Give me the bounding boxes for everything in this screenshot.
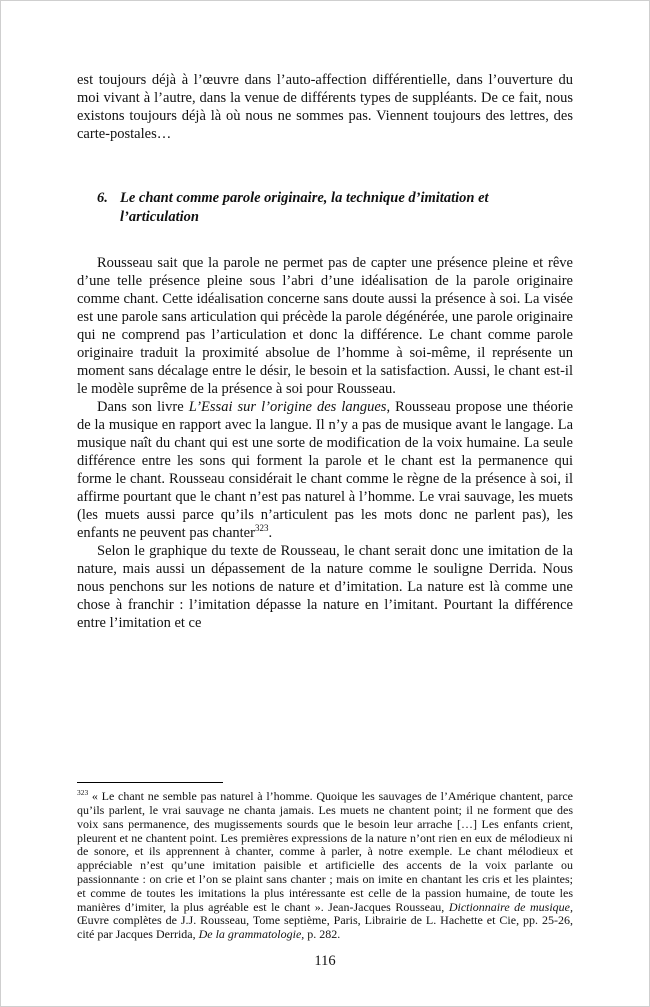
text-run: L’Essai sur l’origine des langues	[188, 399, 387, 415]
footnote-area	[77, 782, 573, 942]
text-run: .	[268, 525, 273, 541]
text-run: Dans son livre	[97, 399, 189, 415]
text-run: Rousseau sait que la parole ne permet pas de capter une présence pleine et rêve d’une telle présence pleine sous l’abri d’une idéalisation de la parole originaire comme chant. Cette idéalisation concerne sans doute aussi la présence à soi. La visée est une parole sans articulation qui précède la parole dégénérée, une parole originaire qui ne comprend pas l’articulation et donc la différence. Le chant comme parole originaire traduit la proximité absolue de l’homme à soi-même, il représente un moment sans décalage entre le désir, le besoin et la satisfaction. Aussi, le chant est-il le modèle suprême de la présence à soi pour Rousseau.	[77, 255, 573, 397]
page-number: 116	[314, 953, 336, 969]
text-run: Selon le graphique du texte de Rousseau, le chant serait donc une imitation de la nature, mais aussi un dépassement de la nature comme le souligne Derrida. Nous nous penchons sur les notions de nature et d’imitation. La nature est là comme une chose à franchir : l’imitation dépasse la nature en l’imitant. Pourtant la différence entre l’imitation et ce	[77, 543, 573, 631]
text-run: Œuvre complètes de J.J. Rousseau, Tome septième, Paris, Librairie de L. Hachette et Cie, pp. 25-26, cité par Jacques Derrida,	[77, 913, 573, 942]
text-run: est toujours déjà à l’œuvre dans l’auto-affection différentielle, dans l’ouverture du moi vivant à l’autre, dans la venue de différents types de suppléants. De ce fait, nous existons toujours déjà là où nous ne sommes pas. Viennent toujours des lettres, des carte-postales…	[77, 72, 573, 142]
section-title: Le chant comme parole originaire, la technique d’imitation et l’articulation	[120, 190, 489, 225]
text-run: De la grammatologie,	[198, 927, 305, 942]
intro-paragraph	[77, 71, 573, 143]
text-run: p. 282.	[304, 927, 341, 942]
text-run: Dictionnaire de musique,	[448, 899, 573, 914]
section-heading	[97, 189, 573, 227]
text-run: « Le chant ne semble pas naturel à l’homme. Quoique les sauvages de l’Amérique chantent, parce qu’ils parlent, le vrai sauvage ne chanta jamais. Les muets ne chantent point; il ne forment que des voix sans permanence, des mugissements sourds que le besoin leur arrache […] Les enfants crient, pleurent et ne chantent point. Les premières expressions de la nature n’ont rien en eux de mélodieux ni de sonore, et ils apprennent à chanter, comme à parler, à notre exemple. Le chant mélodieux et appréciable n’est qu’une imitation paisible et artificielle des accents de la voix parlante ou passionnante : on crie et l’on se plaint sans chanter ; mais on imite en chantant les cris et les plaintes; et comme de toutes les imitations la plus intéressante est celle de la passion humaine, de toute les manières d’imiter, la plus agréable est le chant ». Jean-Jacques Rousseau,	[77, 789, 573, 914]
body-paragraph	[77, 254, 573, 398]
section-number: 6.	[97, 190, 108, 206]
text-run: , Rousseau propose une théorie de la musique en rapport avec la langue. Il n’y a pas de musique avant le langage. La musique naît du chant qui est une sorte de modification de la voix humaine. La seule différence entre les sons qui forment la parole et le chant est la permanence qui forme le chant. Rousseau considérait le chant comme le règne de la présence à soi, il affirme pourtant que le chant n’est pas naturel à l’homme. Le vrai sauvage, les muets (les muets aussi parce qu’ils n’articulent pas les mots donc ne parlent pas), les enfants ne peuvent pas chanter	[77, 399, 574, 541]
body-paragraphs	[77, 254, 573, 632]
footnote-ref: 323	[77, 788, 89, 798]
footnote-separator	[77, 782, 223, 783]
footnote	[77, 790, 573, 942]
footnote-ref: 323	[254, 523, 269, 534]
body-paragraph	[77, 542, 573, 632]
body-paragraph	[77, 398, 573, 542]
